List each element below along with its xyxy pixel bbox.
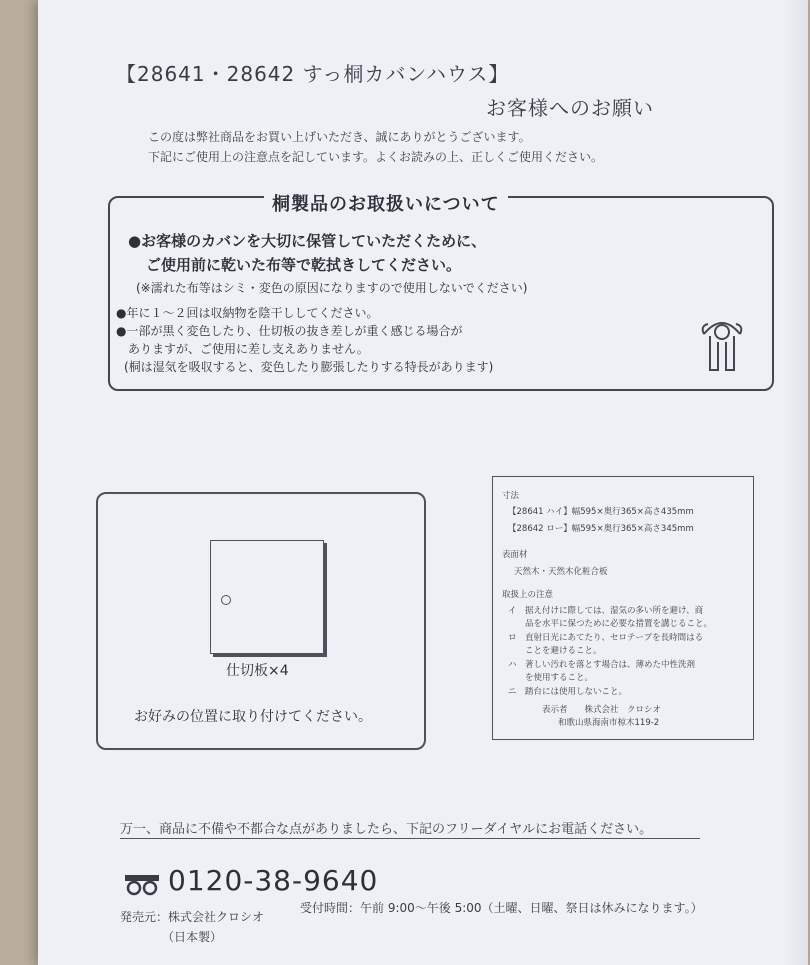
spec-size-heading: 寸法 — [502, 491, 520, 501]
freedial-number[interactable]: 0120-38-9640 — [168, 864, 379, 897]
partition-caption: 仕切板×4 — [226, 663, 289, 679]
spec-caution-line: ニ 踏台には使用しないこと。 — [508, 687, 628, 697]
spec-caution-heading: 取扱上の注意 — [502, 590, 554, 600]
document-title: 【28641・28642 すっ桐カバンハウス】 — [116, 62, 510, 86]
intro-line-2: 下記にご使用上の注意点を記しています。よくお読みの上、正しくご使用ください。 — [148, 150, 604, 164]
seller: 発売元：株式会社クロシオ — [120, 910, 265, 924]
notice-underline — [120, 838, 700, 839]
spec-material: 天然木・天然木化粧合板 — [514, 567, 608, 577]
page-shadow — [784, 0, 808, 965]
care-bullet-2: ●年に１～２回は収納物を陰干ししてください。 — [116, 306, 379, 320]
spec-labeler: 表示者 株式会社 クロシオ — [542, 705, 662, 715]
care-note-2: (桐は湿気を吸収すると、変色したり膨張したりする特長があります) — [124, 360, 494, 374]
document-subtitle: お客様へのお願い — [486, 96, 654, 120]
care-box-title: 桐製品のお取扱いについて — [264, 190, 508, 216]
care-bullet-3a: ●一部が黒く変色したり、仕切板の抜き差しが重く感じる場合が — [116, 324, 463, 338]
drawer-handle-icon — [694, 312, 750, 374]
spec-caution-line: 品を水平に保つために必要な措置を講じること。 — [508, 619, 713, 629]
footer-notice: 万一、商品に不備や不都合な点がありましたら、下記のフリーダイヤルにお電話ください。 — [120, 822, 653, 837]
intro-line-1: この度は弊社商品をお買い上げいただき、誠にありがとうございます。 — [148, 130, 531, 144]
made-in: （日本製） — [162, 930, 223, 944]
partition-knob-icon — [221, 595, 231, 605]
care-bullet-3b: ありますが、ご使用に差し支えありません。 — [128, 342, 369, 356]
spec-caution-line: ハ 著しい汚れを落とす場合は、薄めた中性洗剤 — [508, 660, 696, 670]
care-line-1: ●お客様のカバンを大切に保管していただくために、 — [128, 232, 487, 250]
spec-caution-line: を使用すること。 — [508, 673, 594, 683]
spec-caution-line: イ 据え付けに際しては、湿気の多い所を避け、商 — [508, 606, 704, 616]
care-line-2: ご使用前に乾いた布等で乾拭きしてください。 — [146, 256, 462, 274]
spec-size-high: 【28641 ハイ】幅595×奥行365×高さ435mm — [508, 507, 694, 517]
spec-caution-line: ロ 直射日光にあてたり、セロテープを長時間はる — [508, 633, 704, 643]
spec-caution-line: ことを避けること。 — [508, 646, 602, 656]
partition-instruction: お好みの位置に取り付けてください。 — [134, 709, 372, 725]
spec-size-low: 【28642 ロー】幅595×奥行365×高さ345mm — [508, 524, 694, 534]
freedial-icon — [124, 874, 160, 896]
care-note-1: (※濡れた布等はシミ・変色の原因になりますので使用しないでください) — [136, 281, 528, 295]
spec-material-heading: 表面材 — [502, 550, 528, 560]
reception-hours: 受付時間：午前 9:00～午後 5:00（土曜、日曜、祭日は休みになります。） — [300, 901, 703, 915]
partition-board-illustration — [210, 540, 324, 654]
spec-address: 和歌山県海南市椋木119-2 — [558, 718, 660, 728]
